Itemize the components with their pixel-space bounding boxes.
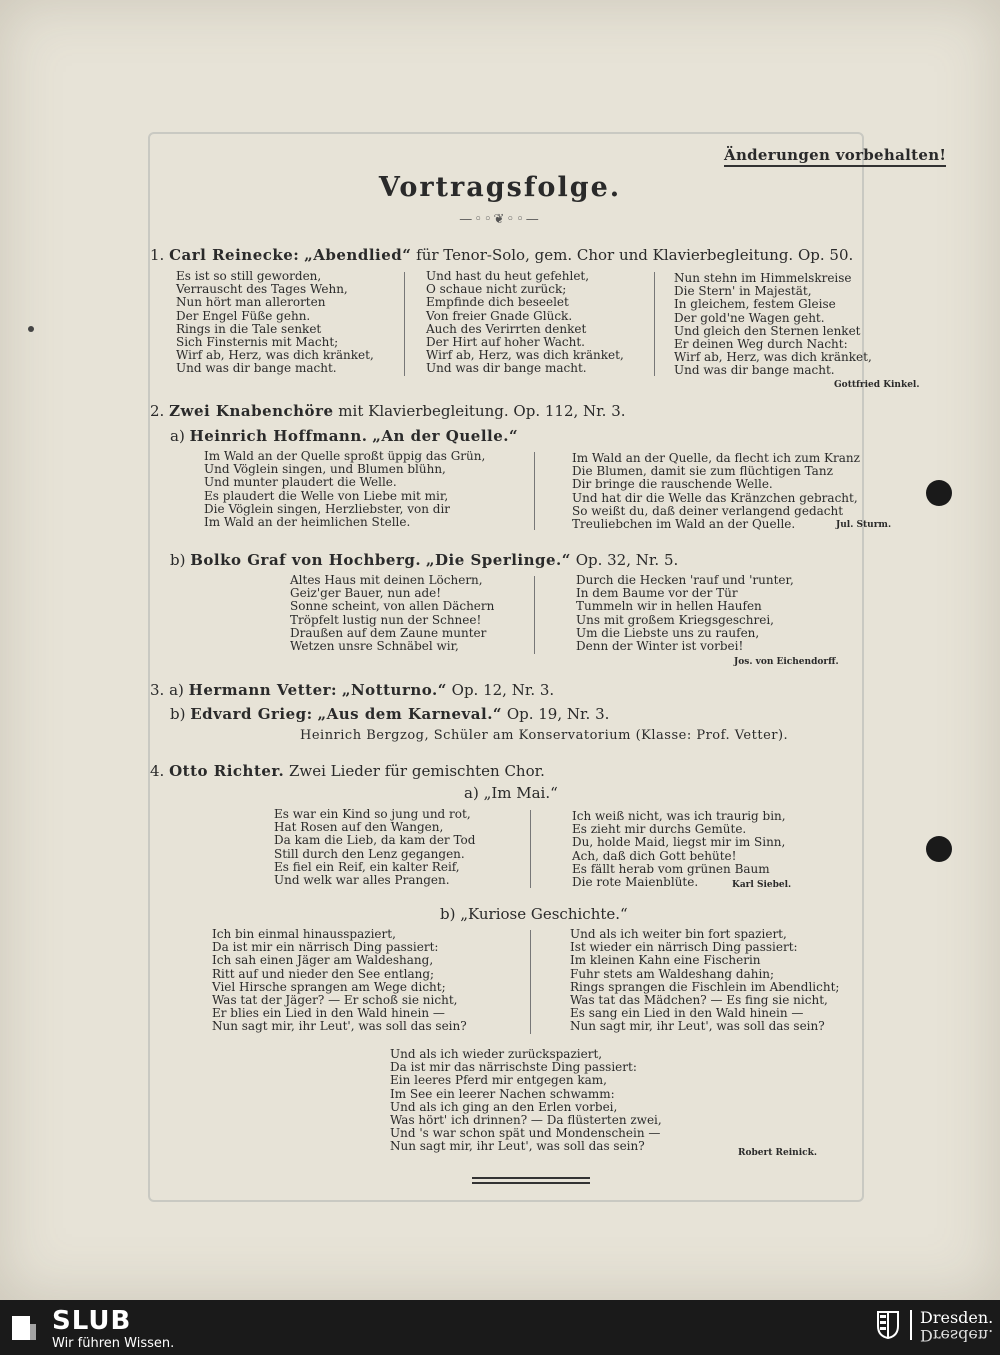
poet-credit: Karl Siebel. — [732, 880, 792, 890]
viewer-footer — [0, 1300, 1000, 1355]
verse-column: Nun stehn im Himmelskreise Die Stern' in Majestät, In gleichem, festem Gleise Der gold'ne Wagen geht. Und gleich den Sternen lenket Er deinen Weg durch Nacht: Wirf ab, Herz, was dich kränket, Und was dir bange macht. — [674, 271, 872, 378]
verse-column: Im Wald an der Quelle sproßt üppig das Grün, Und Vöglein singen, und Blumen blühn, Und munter plaudert die Welle. Es plaudert die Welle von Liebe mit mir, Die Vöglein singen, Herzliebster, von dir Im Wald an der heimlichen Stelle. — [204, 449, 486, 530]
punch-hole — [926, 480, 952, 506]
verse-column: Es war ein Kind so jung und rot, Hat Rosen auf den Wangen, Da kam die Lieb, da kam der Tod Still durch den Lenz gegangen. Es fiel ein Reif, ein kalter Reif, Und welk war alles Prangen. — [274, 807, 476, 888]
verse-column: Ich bin einmal hinausspaziert, Da ist mir ein närrisch Ding passiert: Ich sah einen Jäger am Waldeshang, Ritt auf und nieder den See entlang; Viel Hirsche sprangen am Wege dicht; Was tat der Jäger? — Er schoß sie nicht, Er blies ein Lied in den Wald hinein — Nun sagt mir, ihr Leut', was soll das sein? — [212, 927, 467, 1034]
composer-name: Carl Reinecke: — [169, 246, 300, 264]
column-divider — [534, 452, 535, 530]
program-item-1-heading: 1. Carl Reinecke: „Abendlied“ für Tenor-Solo, gem. Chor und Klavierbegleitung. Op. 50. — [150, 246, 854, 264]
composer-name: Hermann Vetter: — [188, 681, 338, 699]
verse-column: Und als ich weiter bin fort spaziert, Ist wieder ein närrisch Ding passiert: Im kleinen Kahn eine Fischerin Fuhr stets am Waldeshang dahin; Rings sprangen die Fischlein im Abendlicht; Was tat das Mädchen? — Es fing sie nicht, Es sang ein Lied in den Wald hinein — Nun sagt mir, ihr Leut', was soll das sein? — [570, 927, 840, 1034]
dresden-wordmark-mirror: Dresden. — [920, 1326, 994, 1345]
title-ornament: —◦◦❦◦◦— — [459, 212, 541, 227]
program-item-3a-heading: 3. a) Hermann Vetter: „Notturno.“ Op. 12, Nr. 3. — [150, 681, 555, 699]
slub-name: SLUB — [52, 1306, 132, 1336]
work-title: „Abendlied“ — [304, 246, 412, 264]
composer-name: Edvard Grieg: — [190, 705, 313, 723]
opus-number: Op. 12, Nr. 3. — [451, 681, 555, 699]
column-divider — [534, 576, 535, 654]
opus-number: Op. 32, Nr. 5. — [575, 551, 679, 569]
verse-column: Und als ich wieder zurückspaziert, Da ist mir das närrischste Ding passiert: Ein leeres Pferd mir entgegen kam, Im See ein leerer Nachen schwamm: Und als ich ging an den Erlen vorbei, Was hört' ich drinnen? — Da flüsterten zwei, Und 's war schon spät und Mondenschein — Nun sagt mir, ihr Leut', was soll das sein? — [390, 1047, 662, 1154]
composer-name: Bolko Graf von Hochberg. — [190, 551, 422, 569]
work-title: „An der Quelle.“ — [372, 427, 519, 445]
paper-mark — [28, 326, 34, 332]
program-item-2a-heading: a) Heinrich Hoffmann. „An der Quelle.“ — [170, 427, 519, 445]
work-description: mit Klavierbegleitung. Op. 112, Nr. 3. — [338, 402, 626, 420]
work-title: „Die Sperlinge.“ — [425, 551, 571, 569]
composer-name: Otto Richter. — [169, 762, 285, 780]
logo-divider — [910, 1310, 912, 1340]
poet-credit: Gottfried Kinkel. — [834, 380, 920, 390]
column-divider — [530, 930, 531, 1034]
verse-column: Altes Haus mit deinen Löchern, Geiz'ger Bauer, nun ade! Sonne scheint, von allen Dächern Tröpfelt lustig nun der Schnee! Draußen auf dem Zaune munter Wetzen unsre Schnäbel wir, — [290, 573, 495, 654]
column-divider — [404, 272, 405, 376]
closing-rule — [472, 1177, 590, 1179]
column-divider — [654, 272, 655, 376]
column-divider — [530, 810, 531, 888]
verse-column: Durch die Hecken 'rauf und 'runter, In dem Baume vor der Tür Tummeln wir in hellen Haufen Uns mit großem Kriegsgeschrei, Um die Liebste uns zu raufen, Denn der Winter ist vorbei! — [576, 573, 794, 654]
work-description: für Tenor-Solo, gem. Chor und Klavierbegleitung. Op. 50. — [416, 246, 854, 264]
poet-credit: Robert Reinick. — [738, 1148, 817, 1158]
punch-hole — [926, 836, 952, 862]
verse-column: Es ist so still geworden, Verrauscht des Tages Wehn, Nun hört man allerorten Der Engel Füße gehn. Rings in die Tale senket Sich Finsternis mit Macht; Wirf ab, Herz, was dich kränket, Und was dir bange macht. — [176, 269, 374, 376]
verse-column: Und hast du heut gefehlet, O schaue nicht zurück; Empfinde dich beseelet Von freier Gnade Glück. Auch des Verirrten denket Der Hirt auf hoher Wacht. Wirf ab, Herz, was dich kränket, Und was dir bange macht. — [426, 269, 624, 376]
program-item-4-heading: 4. Otto Richter. Zwei Lieder für gemischten Chor. — [150, 762, 545, 780]
closing-rule — [472, 1182, 590, 1184]
dresden-coat-of-arms-icon — [876, 1310, 900, 1340]
program-item-3b-heading: b) Edvard Grieg: „Aus dem Karneval.“ Op. 19, Nr. 3. — [170, 705, 610, 723]
verse-column: Ich weiß nicht, was ich traurig bin, Es zieht mir durchs Gemüte. Du, holde Maid, liegst mir im Sinn, Ach, daß dich Gott behüte! Es fällt herab vom grünen Baum Die rote Maienblüte. — [572, 809, 786, 890]
poet-credit: Jos. von Eichendorff. — [734, 657, 839, 667]
work-title: „Aus dem Karneval.“ — [317, 705, 503, 723]
changes-reserved-notice: Änderungen vorbehalten! — [724, 146, 946, 167]
work-title: Zwei Knabenchöre — [169, 402, 334, 420]
opus-number: Op. 19, Nr. 3. — [506, 705, 610, 723]
work-description: Zwei Lieder für gemischten Chor. — [288, 762, 545, 780]
page-title: Vortragsfolge. — [378, 172, 622, 203]
slub-logo-icon — [10, 1314, 38, 1342]
composer-name: Heinrich Hoffmann. — [189, 427, 368, 445]
program-item-2b-heading: b) Bolko Graf von Hochberg. „Die Sperlinge.“ Op. 32, Nr. 5. — [170, 551, 679, 569]
song-b-title: b) „Kuriose Geschichte.“ — [440, 905, 628, 923]
slub-tagline: Wir führen Wissen. — [52, 1336, 175, 1351]
poet-credit: Jul. Sturm. — [836, 520, 892, 530]
work-title: „Notturno.“ — [341, 681, 447, 699]
program-item-2-heading: 2. Zwei Knabenchöre mit Klavierbegleitung. Op. 112, Nr. 3. — [150, 402, 626, 420]
dresden-wordmark: Dresden. — [920, 1308, 994, 1327]
performer-credit: Heinrich Bergzog, Schüler am Konservatorium (Klasse: Prof. Vetter). — [300, 728, 789, 743]
song-a-title: a) „Im Mai.“ — [464, 784, 558, 802]
verse-column: Im Wald an der Quelle, da flecht ich zum Kranz Die Blumen, damit sie zum flüchtigen Tanz Dir bringe die rauschende Welle. Und hat dir die Welle das Kränzchen gebracht, So weißt du, daß deiner verlangend gedacht Treuliebchen im Wald an der Quelle. — [572, 451, 860, 532]
